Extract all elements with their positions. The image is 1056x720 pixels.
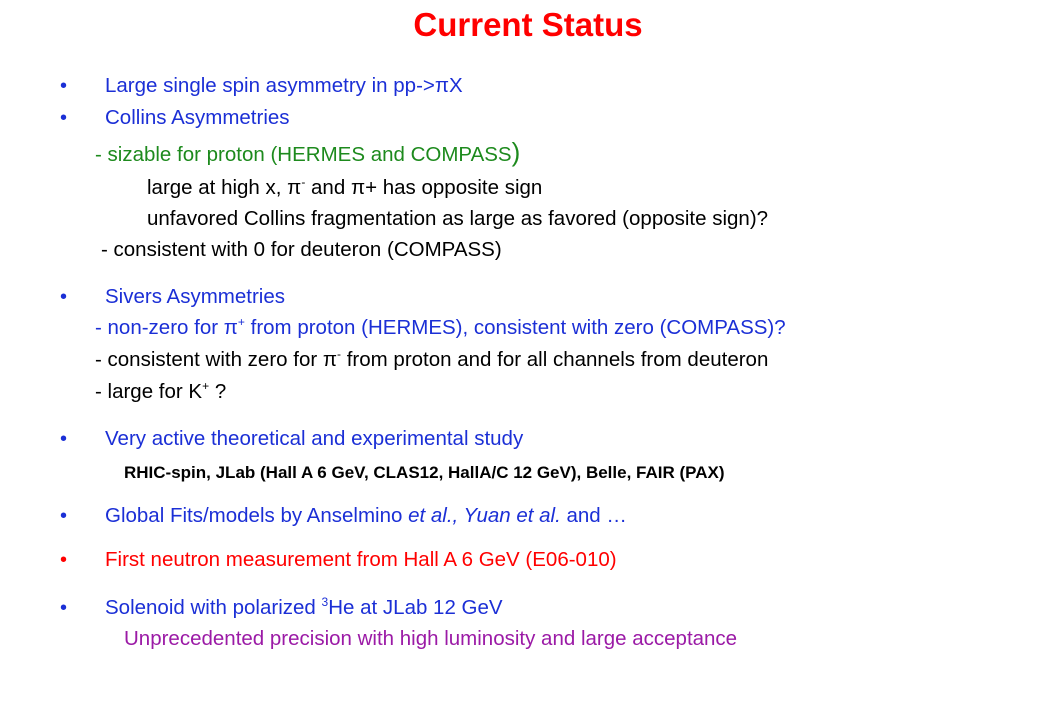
collins-line-2: large at high x, π- and π+ has opposite sign — [147, 175, 543, 199]
collins-line-3: unfavored Collins fragmentation as large as favored (opposite sign)? — [147, 207, 769, 230]
bullet-neutron-measurement: First neutron measurement from Hall A 6 GeV (E06-010) — [105, 548, 617, 571]
collins-line-4: - consistent with 0 for deuteron (COMPASS) — [101, 238, 502, 261]
bullet-dot: • — [60, 107, 68, 129]
bullet-dot: • — [60, 549, 68, 571]
bullet-active-study: Very active theoretical and experimental study — [105, 427, 524, 450]
sivers-line-3: - large for K+ ? — [95, 379, 227, 403]
facilities-list: RHIC-spin, JLab (Hall A 6 GeV, CLAS12, HallA/C 12 GeV), Belle, FAIR (PAX) — [124, 463, 725, 482]
bullet-dot: • — [60, 75, 68, 97]
slide-title: Current Status — [413, 6, 643, 43]
bullet-dot: • — [60, 286, 68, 308]
bullet-spin-asymmetry: Large single spin asymmetry in pp->πX — [105, 74, 463, 97]
bullet-global-fits: Global Fits/models by Anselmino et al., Yuan et al. and … — [105, 504, 627, 527]
collins-line-1: - sizable for proton (HERMES and COMPASS) — [95, 137, 521, 167]
sivers-line-1: - non-zero for π+ from proton (HERMES), consistent with zero (COMPASS)? — [95, 315, 786, 339]
bullet-dot: • — [60, 597, 68, 619]
bullet-sivers: Sivers Asymmetries — [105, 285, 285, 308]
sivers-line-2: - consistent with zero for π- from proton and for all channels from deuteron — [95, 347, 769, 371]
bullet-solenoid: Solenoid with polarized $^3$He at JLab 12 GeV — [105, 595, 503, 619]
bullet-dot: • — [60, 428, 68, 450]
bullet-dot: • — [60, 505, 68, 527]
bullet-collins: Collins Asymmetries — [105, 106, 290, 129]
solenoid-subline: Unprecedented precision with high luminosity and large acceptance — [124, 627, 738, 650]
